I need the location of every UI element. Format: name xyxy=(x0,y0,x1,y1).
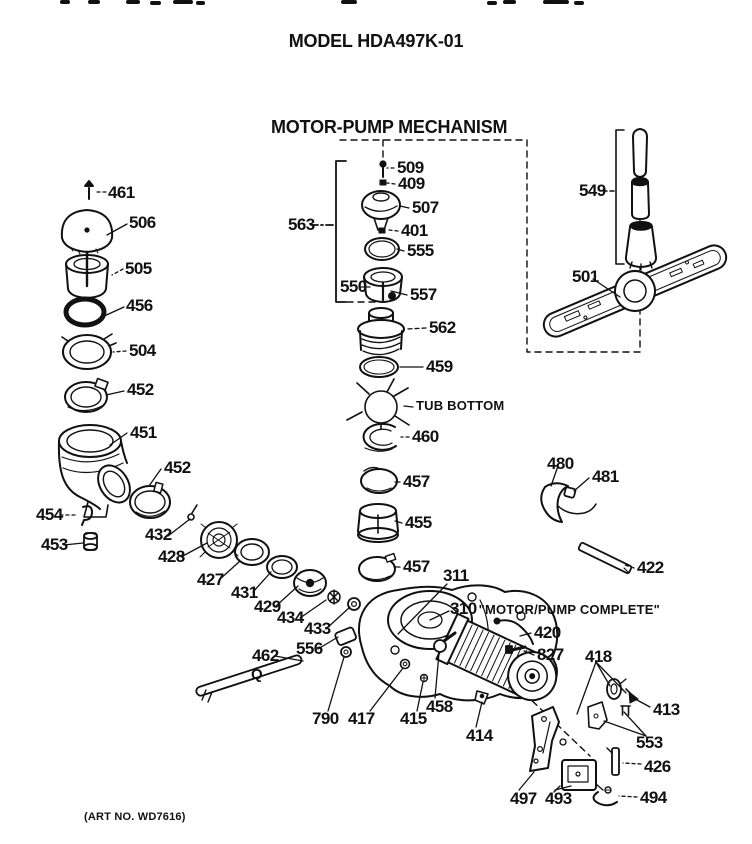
cap-433-drawing xyxy=(348,598,360,610)
pin-432-drawing xyxy=(188,505,197,520)
cap-506-drawing xyxy=(62,210,112,255)
nut-790-drawing xyxy=(341,647,351,657)
screw-413-drawing xyxy=(626,689,638,703)
stem-505-drawing xyxy=(66,252,108,298)
annotation-tub-bottom: TUB BOTTOM xyxy=(416,398,505,413)
ring-460-drawing xyxy=(364,424,396,451)
part-label-457-top: 457 xyxy=(403,472,430,491)
ring-457-top-drawing xyxy=(361,467,397,493)
part-label-434: 434 xyxy=(277,608,304,627)
impeller-507-drawing xyxy=(362,191,400,230)
nut-409-drawing xyxy=(380,180,386,185)
part-label-555: 555 xyxy=(407,241,434,260)
nut-481-drawing xyxy=(564,487,576,498)
part-label-311: 311 xyxy=(443,566,469,585)
part-label-494: 494 xyxy=(640,788,667,807)
part-label-401: 401 xyxy=(401,221,428,240)
part-label-506: 506 xyxy=(129,213,156,232)
clamp-494-drawing xyxy=(594,787,618,805)
part-label-453: 453 xyxy=(41,535,68,554)
part-label-556: 556 xyxy=(296,639,323,658)
screw-509-drawing xyxy=(380,161,385,177)
impeller-429-drawing xyxy=(294,570,326,596)
seal-428-drawing xyxy=(200,522,238,558)
part-label-462: 462 xyxy=(252,646,279,665)
part-label-461: 461 xyxy=(108,183,135,202)
part-label-428: 428 xyxy=(158,547,185,566)
part-label-422: 422 xyxy=(637,558,664,577)
bearing-562-drawing xyxy=(358,308,404,355)
clamp-452-right-drawing xyxy=(130,482,170,518)
washer-434-drawing xyxy=(328,590,340,604)
spool-455-drawing xyxy=(358,504,398,542)
part-label-433: 433 xyxy=(304,619,331,638)
ring-457-bottom-drawing xyxy=(359,554,396,581)
part-label-431: 431 xyxy=(231,583,258,602)
page-title: MODEL HDA497K-01 xyxy=(288,31,464,51)
part-label-509: 509 xyxy=(397,158,424,177)
coupling-453-drawing xyxy=(84,533,97,550)
screw-461-drawing xyxy=(85,181,93,199)
bracket-418-plate-drawing xyxy=(588,702,607,729)
part-label-562: 562 xyxy=(429,318,456,337)
part-label-451: 451 xyxy=(130,423,157,442)
tower-549-drawing xyxy=(626,129,656,270)
part-label-481: 481 xyxy=(592,467,619,486)
part-label-415: 415 xyxy=(400,709,427,728)
part-label-549: 549 xyxy=(579,181,606,200)
part-label-790: 790 xyxy=(312,709,339,728)
grommet-418-drawing xyxy=(607,679,626,699)
clamp-452-top-drawing xyxy=(65,379,108,412)
cropped-print-fragments xyxy=(62,2,582,3)
strip-422-drawing xyxy=(578,542,632,574)
ring-431-drawing xyxy=(267,556,297,578)
part-label-493: 493 xyxy=(545,789,572,808)
part-label-418: 418 xyxy=(585,647,612,666)
ring-459-drawing xyxy=(360,357,398,377)
part-label-505: 505 xyxy=(125,259,152,278)
elbow-451-drawing xyxy=(59,425,137,517)
part-label-452-right: 452 xyxy=(164,458,191,477)
bracket-497-drawing xyxy=(530,707,566,771)
part-label-429: 429 xyxy=(254,597,281,616)
screw-415-drawing xyxy=(421,675,428,682)
part-label-427: 427 xyxy=(197,570,224,589)
part-label-507: 507 xyxy=(412,198,439,217)
part-label-426: 426 xyxy=(644,757,671,776)
part-label-460: 460 xyxy=(412,427,439,446)
part-label-417: 417 xyxy=(348,709,375,728)
part-label-480: 480 xyxy=(547,454,574,473)
nut-401-drawing xyxy=(379,228,385,233)
part-label-413: 413 xyxy=(653,700,680,719)
part-label-550: 550 xyxy=(340,277,367,296)
part-label-459: 459 xyxy=(426,357,453,376)
art-number: (ART NO. WD7616) xyxy=(84,811,186,823)
part-label-420: 420 xyxy=(534,623,561,642)
part-label-452-top: 452 xyxy=(127,380,154,399)
part-label-458: 458 xyxy=(426,697,453,716)
seal-550-557-drawing xyxy=(364,268,402,302)
part-label-310-group xyxy=(450,600,660,617)
part-label-409: 409 xyxy=(398,174,425,193)
part-label-497: 497 xyxy=(510,789,537,808)
part-label-454: 454 xyxy=(36,505,63,524)
oring-456-drawing xyxy=(66,299,104,325)
nut-417-drawing xyxy=(401,660,410,669)
part-label-456: 456 xyxy=(126,296,153,315)
clamp-504-drawing xyxy=(62,334,116,369)
part-label-432: 432 xyxy=(145,525,172,544)
part-label-827: 827 xyxy=(537,645,564,664)
oring-555-drawing xyxy=(365,238,399,260)
hose-462-drawing xyxy=(195,654,302,702)
section-heading: MOTOR-PUMP MECHANISM xyxy=(271,117,508,137)
annotation-q-mark: Q xyxy=(251,666,263,683)
sleeve-556-drawing xyxy=(334,627,356,646)
part-label-553: 553 xyxy=(636,733,663,752)
tub-bottom-drawing xyxy=(347,379,409,429)
solenoid-493-drawing xyxy=(554,760,603,792)
part-label-563: 563 xyxy=(288,215,315,234)
part-label-501: 501 xyxy=(572,267,599,286)
annotation-motor-pump-complete: "MOTOR/PUMP COMPLETE" xyxy=(478,602,661,617)
pin-426-drawing xyxy=(607,748,619,775)
part-label-455: 455 xyxy=(405,513,432,532)
part-label-457-bottom: 457 xyxy=(403,557,430,576)
bracket-549 xyxy=(603,130,624,264)
part-label-504: 504 xyxy=(129,341,156,360)
part-label-414: 414 xyxy=(466,726,493,745)
part-label-557: 557 xyxy=(410,285,437,304)
part-label-310: 310 xyxy=(450,599,477,618)
clip-454-drawing xyxy=(82,506,92,525)
